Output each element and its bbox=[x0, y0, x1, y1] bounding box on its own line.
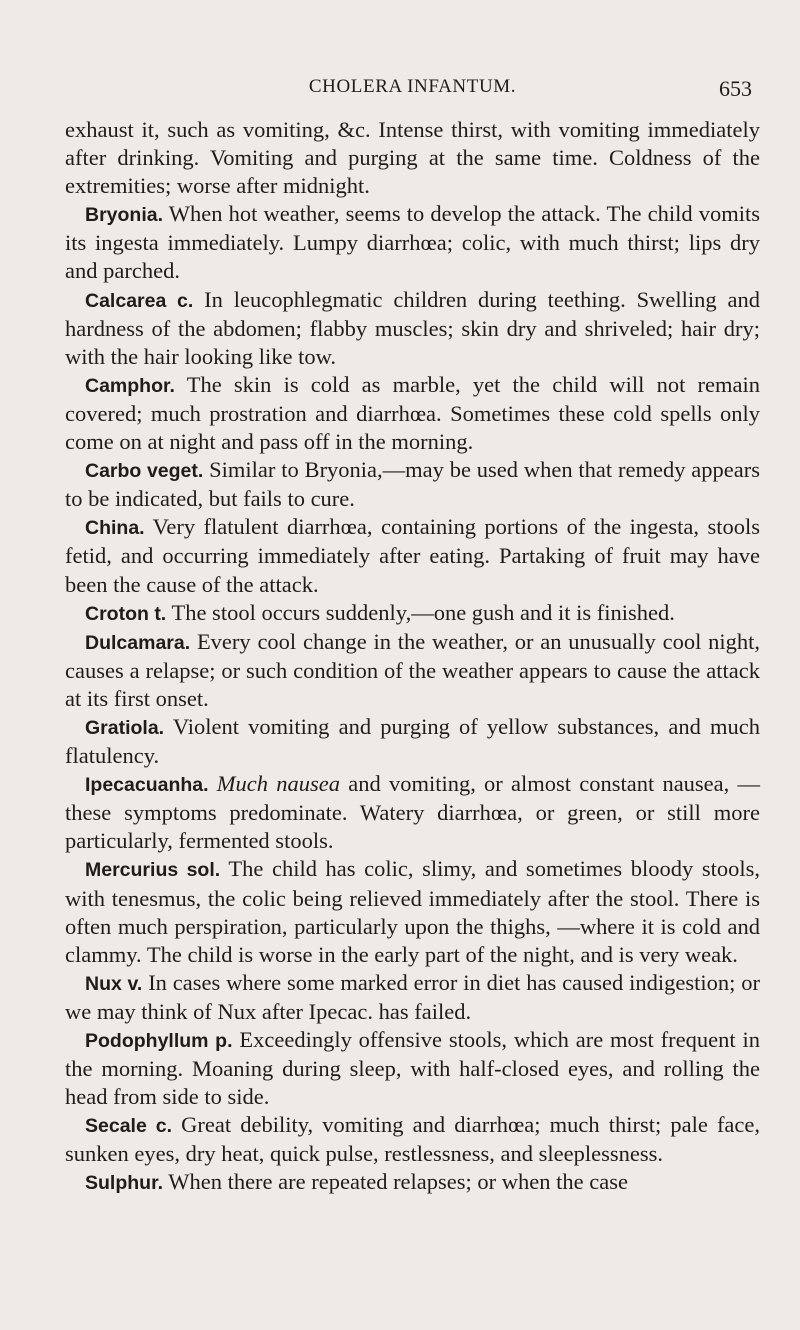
remedy-entry-china bbox=[65, 513, 760, 598]
remedy-entry-camphor bbox=[65, 371, 760, 456]
remedy-entry-gratiola bbox=[65, 713, 760, 770]
remedy-description: Exceedingly offensive stools, which are most frequent in the morning. Moaning during sleep, with half-closed eyes, and rolling the head from side to side. bbox=[65, 1027, 761, 1110]
paragraph-continuation bbox=[65, 116, 760, 200]
remedy-entry-ipecacuanha bbox=[65, 770, 760, 855]
remedy-name: Mercurius sol. bbox=[85, 859, 221, 882]
page-number: 653 bbox=[719, 76, 752, 101]
remedy-name: Gratiola. bbox=[85, 716, 165, 739]
remedy-entry-bryonia bbox=[65, 200, 760, 285]
remedy-entry-podophyllum bbox=[65, 1026, 760, 1111]
remedy-name: Secale c. bbox=[85, 1115, 172, 1138]
remedy-description: The child has colic, slimy, and sometimes bloody stools, with tenesmus, the colic being relieved immediately after the stool. There is often much perspiration, particularly upon the thighs, —where it is cold and clammy. The child is worse in the early part of the night, and is very weak. bbox=[65, 856, 761, 967]
remedy-italic-lead: Much nausea bbox=[216, 771, 340, 797]
remedy-name: Nux v. bbox=[85, 972, 143, 995]
remedy-name: Bryonia. bbox=[85, 204, 164, 227]
remedy-name: Podophyllum p. bbox=[85, 1030, 233, 1052]
remedy-entry-dulcamara bbox=[65, 628, 760, 713]
remedy-description: When there are repeated relapses; or when the case bbox=[168, 1169, 628, 1195]
remedy-description: When hot weather, seems to develop the attack. The child vomits its ingesta immediately. Lumpy diarrhœa; colic, with much thirst; lips dry and parched. bbox=[65, 201, 761, 284]
running-title: CHOLERA INFANTUM. bbox=[308, 76, 517, 97]
remedy-description: The skin is cold as marble, yet the child will not remain covered; much prostration and diarrhœa. Sometimes these cold spells only come on at night and pass off in the morning. bbox=[65, 371, 760, 455]
remedy-description: Similar to Bryonia,—may be used when that remedy appears to be indicated, but fails to cure. bbox=[65, 457, 760, 512]
remedy-entry-nux bbox=[65, 969, 760, 1026]
remedy-description: In cases where some marked error in diet has caused indigestion; or we may think of Nux after Ipecac. has failed. bbox=[65, 969, 761, 1024]
remedy-name: China. bbox=[85, 517, 145, 540]
remedy-name: Ipecacuanha. bbox=[85, 774, 209, 797]
running-head bbox=[65, 76, 760, 102]
remedy-name: Dulcamara. bbox=[85, 631, 191, 654]
remedy-entry-mercurius bbox=[65, 855, 760, 968]
remedy-entry-croton bbox=[65, 599, 760, 628]
remedy-entry-secale bbox=[65, 1111, 760, 1168]
remedy-entry-calcarea bbox=[65, 286, 760, 371]
remedy-description: Every cool change in the weather, or an unusually cool night, causes a relapse; or such condition of the weather appears to cause the attack at its first onset. bbox=[65, 628, 760, 711]
remedy-description: Violent vomiting and purging of yellow substances, and much flatulency. bbox=[65, 713, 760, 769]
remedy-name: Calcarea c. bbox=[85, 289, 194, 312]
remedy-name: Croton t. bbox=[85, 602, 167, 625]
remedy-entry-sulphur bbox=[65, 1168, 760, 1197]
remedy-description: Great debility, vomiting and diarrhœa; much thirst; pale face, sunken eyes, dry heat, quick pulse, restlessness, and sleeplessness. bbox=[65, 1112, 761, 1167]
remedy-name: Camphor. bbox=[85, 374, 175, 397]
paragraph-text: exhaust it, such as vomiting, &c. Intense thirst, with vomiting immediately after drinking. Vomiting and purging at the same time. Coldness of the extremities; worse after midnight. bbox=[65, 117, 760, 199]
remedy-name: Sulphur. bbox=[85, 1172, 163, 1195]
body-text bbox=[65, 116, 760, 1198]
remedy-name: Carbo veget. bbox=[85, 460, 204, 483]
remedy-entry-carbo-veget bbox=[65, 456, 760, 513]
remedy-description: and vomiting, or almost constant nausea, —these symptoms predominate. Watery diarrhœa, or green, or still more particularly, fermented stools. bbox=[65, 771, 761, 854]
remedy-description: Very flatulent diarrhœa, containing portions of the ingesta, stools fetid, and occurring immediately after eating. Partaking of fruit may have been the cause of the attack. bbox=[65, 514, 760, 597]
remedy-description: In leucophlegmatic children during teething. Swelling and hardness of the abdomen; flabby muscles; skin dry and shriveled; hair dry; with the hair looking like tow. bbox=[65, 286, 760, 369]
remedy-description: The stool occurs suddenly,—one gush and it is finished. bbox=[171, 599, 675, 625]
